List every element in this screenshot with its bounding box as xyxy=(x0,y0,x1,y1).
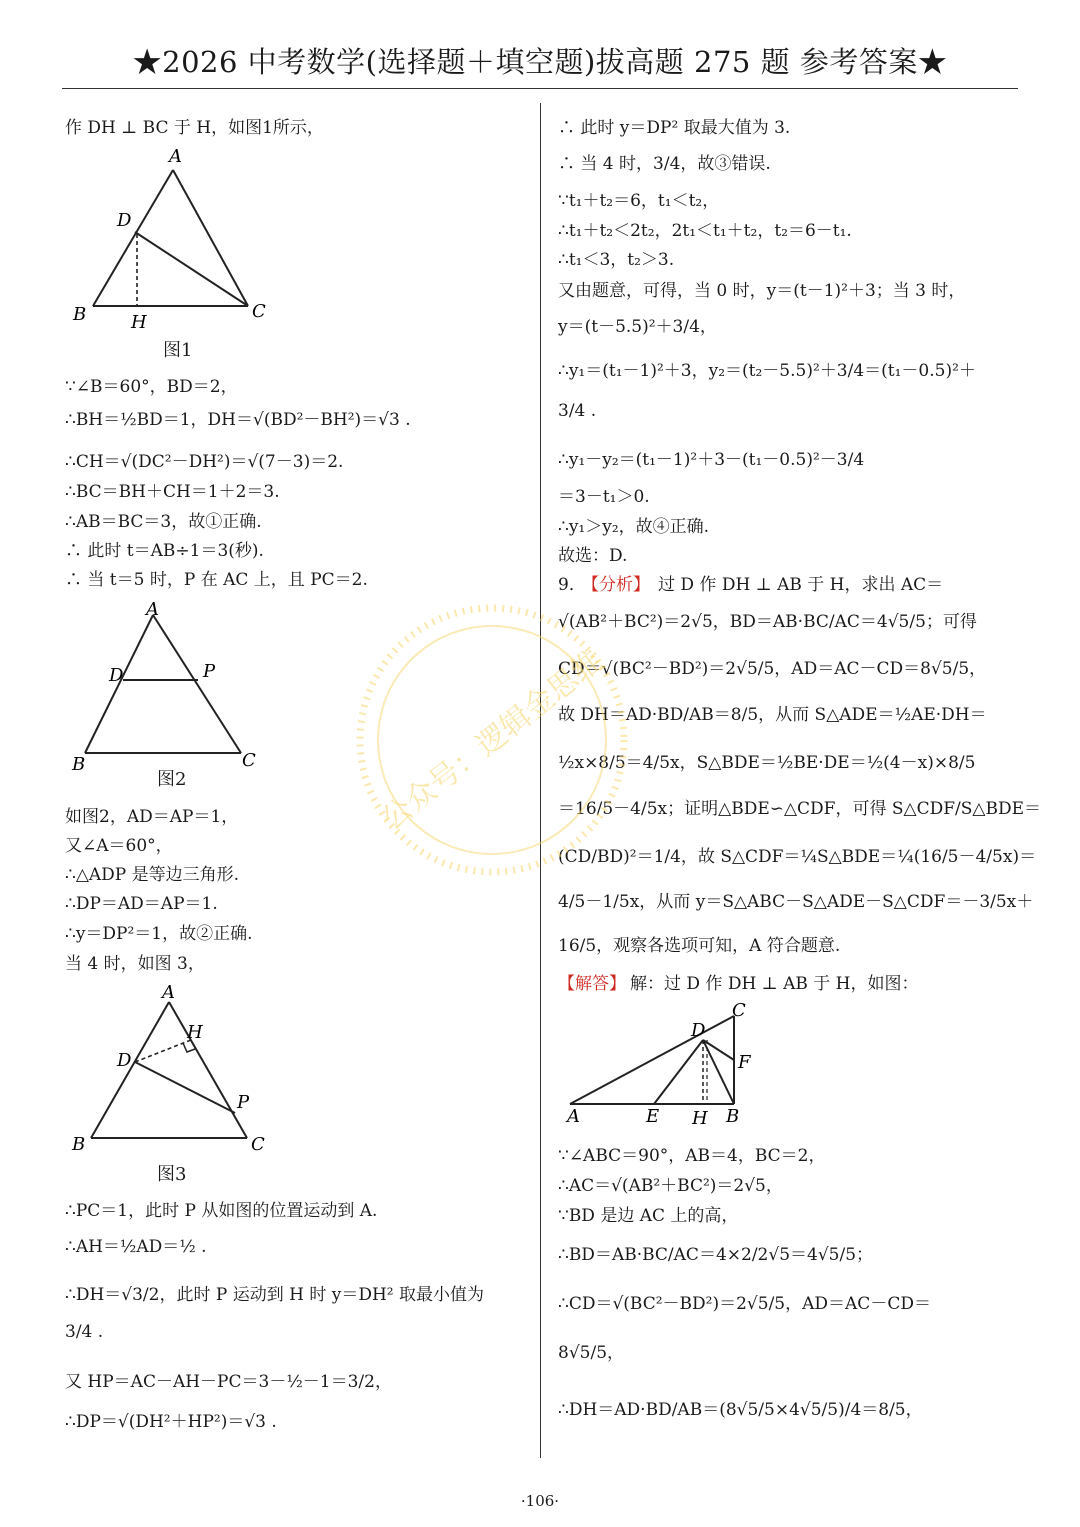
text-line: ∴△ADP 是等边三角形. xyxy=(65,865,240,885)
text-line: ½x×8/5＝4/5x，S△BDE＝½BE·DE＝½(4－x)×8/5 xyxy=(558,753,976,773)
watermark-seal xyxy=(352,600,632,880)
text-line: y＝(t－5.5)²＋3/4， xyxy=(558,317,717,337)
fig4-label-A: A xyxy=(567,1106,580,1127)
text-line: 4/5－1/5x，从而 y＝S△ABC－S△ADE－S△CDF＝－3/5x＋ xyxy=(558,892,1034,912)
fig4-label-E: E xyxy=(646,1106,660,1127)
fig4-label-B: B xyxy=(726,1106,740,1127)
fig3-label-A: A xyxy=(162,982,175,1003)
text-line: ∵BD 是边 AC 上的高， xyxy=(558,1206,739,1226)
fig3-label-H: H xyxy=(187,1022,203,1043)
text-line: 8√5/5， xyxy=(558,1343,625,1363)
figure-1-caption: 图1 xyxy=(163,340,193,361)
text-line: CD＝√(BC²－BD²)＝2√5/5，AD＝AC－CD＝8√5/5， xyxy=(558,659,987,679)
text-line: ∴BC＝BH＋CH＝1＋2＝3. xyxy=(65,482,280,502)
page-header-title: ★2026 中考数学(选择题＋填空题)拔高题 275 题 参考答案★ xyxy=(132,45,948,79)
fig2-label-P: P xyxy=(203,661,216,682)
fig3-label-B: B xyxy=(72,1134,86,1155)
fig2-label-C: C xyxy=(242,750,256,771)
text-line: ∴t₁＋t₂＜2t₂，2t₁＜t₁＋t₂，t₂＝6－t₁. xyxy=(558,221,852,241)
text-line: ∴DH＝√3/2，此时 P 运动到 H 时 y＝DH² 取最小值为 xyxy=(65,1285,485,1305)
text-line: ＝16/5－4/5x；证明△BDE∽△CDF，可得 S△CDF/S△BDE＝ xyxy=(558,799,1042,819)
fig3-label-P: P xyxy=(237,1092,250,1113)
figure-3-caption: 图3 xyxy=(157,1164,187,1185)
text-line: 过 D 作 DH ⊥ AB 于 H，求出 AC＝ xyxy=(658,575,944,595)
text-line: ∴CD＝√(BC²－BD²)＝2√5/5，AD＝AC－CD＝ xyxy=(558,1294,931,1314)
fig4-label-D: D xyxy=(691,1020,706,1041)
text-line: 解：过 D 作 DH ⊥ AB 于 H，如图： xyxy=(630,974,919,994)
text-line: ∴y₁－y₂＝(t₁－1)²＋3－(t₁－0.5)²－3/4 xyxy=(558,450,865,470)
fig3-label-D: D xyxy=(117,1050,132,1071)
text-line: ∴AH＝½AD＝½ . xyxy=(65,1237,207,1257)
question-number: 9． xyxy=(558,575,586,595)
text-line: ∴CH＝√(DC²－DH²)＝√(7－3)＝2. xyxy=(65,452,344,472)
fig4-label-C: C xyxy=(732,1000,746,1021)
figure-3 xyxy=(65,978,285,1158)
text-line: ∴BH＝½BD＝1，DH＝√(BD²－BH²)＝√3 . xyxy=(65,410,411,430)
text-line: ∴DP＝√(DH²＋HP²)＝√3 . xyxy=(65,1412,277,1432)
figure-4 xyxy=(558,998,778,1133)
text-line: ∴ 当 t＝5 时，P 在 AC 上，且 PC＝2. xyxy=(65,570,368,590)
text-line: 又 HP＝AC－AH－PC＝3－½－1＝3/2， xyxy=(65,1372,392,1392)
fig3-label-C: C xyxy=(251,1134,265,1155)
figure-2 xyxy=(65,595,285,775)
fig2-label-B: B xyxy=(72,754,86,775)
fig1-label-D: D xyxy=(117,210,132,231)
page-number: ·106· xyxy=(520,1492,560,1510)
header-divider xyxy=(62,88,1018,89)
fig1-label-A: A xyxy=(169,146,182,167)
fig2-label-A: A xyxy=(146,599,159,620)
text-line: 作 DH ⊥ BC 于 H，如图1所示， xyxy=(65,118,324,138)
text-line: 故 DH＝AD·BD/AB＝8/5，从而 S△ADE＝½AE·DH＝ xyxy=(558,705,987,725)
text-line: 又由题意，可得，当 0 时，y＝(t－1)²＋3；当 3 时， xyxy=(558,281,966,301)
text-line: ∴DH＝AD·BD/AB＝(8√5/5×4√5/5)/4＝8/5， xyxy=(558,1400,923,1420)
text-line: ∵t₁＋t₂＝6，t₁＜t₂， xyxy=(558,191,720,211)
fig4-label-F: F xyxy=(738,1052,751,1073)
text-line: ∴BD＝AB·BC/AC＝4×2/2√5＝4√5/5； xyxy=(558,1245,874,1265)
text-line: ∴AB＝BC＝3，故①正确. xyxy=(65,512,262,532)
text-line: ＝3－t₁＞0. xyxy=(558,487,650,507)
fig1-label-C: C xyxy=(252,301,266,322)
fig1-label-H: H xyxy=(131,312,147,333)
text-line: ∴AC＝√(AB²＋BC²)＝2√5， xyxy=(558,1176,783,1196)
solution-tag: 【解答】 xyxy=(558,974,626,994)
text-line: ∴y₁＞y₂，故④正确. xyxy=(558,517,710,537)
text-line: 又∠A＝60°， xyxy=(65,836,173,856)
figure-2-caption: 图2 xyxy=(157,769,187,790)
text-line: √(AB²＋BC²)＝2√5，BD＝AB·BC/AC＝4√5/5；可得 xyxy=(558,612,977,632)
text-line: 3/4 . xyxy=(558,401,597,421)
text-line: (CD/BD)²＝1/4，故 S△CDF＝¼S△BDE＝¼(16/5－4/5x)＝ xyxy=(558,847,1037,867)
text-line: ∴ 当 4 时，3/4，故③错误. xyxy=(558,154,771,174)
text-line: ∴y₁＝(t₁－1)²＋3，y₂＝(t₂－5.5)²＋3/4＝(t₁－0.5)²＋ xyxy=(558,361,976,381)
fig1-label-B: B xyxy=(73,304,87,325)
fig4-label-H: H xyxy=(692,1108,708,1129)
text-line: 3/4 . xyxy=(65,1322,104,1342)
text-line: ∴y＝DP²＝1，故②正确. xyxy=(65,924,253,944)
text-line: ∴t₁＜3，t₂＞3. xyxy=(558,250,675,270)
text-line: ∴ 此时 y＝DP² 取最大值为 3. xyxy=(558,118,791,138)
watermark-text: 公众号：逻辑金思维 xyxy=(375,643,610,838)
text-line: 如图2，AD＝AP＝1， xyxy=(65,807,239,827)
text-line: ∴DP＝AD＝AP＝1. xyxy=(65,894,218,914)
text-line: ∵∠B＝60°，BD＝2， xyxy=(65,377,238,397)
fig2-label-D: D xyxy=(109,665,124,686)
figure-1 xyxy=(65,140,285,360)
text-line: 故选：D. xyxy=(558,546,628,566)
text-line: 16/5，观察各选项可知，A 符合题意. xyxy=(558,936,841,956)
text-line: ∵∠ABC＝90°，AB＝4，BC＝2， xyxy=(558,1146,826,1166)
text-line: ∴PC＝1，此时 P 从如图的位置运动到 A. xyxy=(65,1201,378,1221)
text-line: ∴ 此时 t＝AB÷1＝3(秒). xyxy=(65,541,264,561)
text-line: 当 4 时，如图 3， xyxy=(65,954,205,974)
analysis-tag: 【分析】 xyxy=(582,575,650,595)
